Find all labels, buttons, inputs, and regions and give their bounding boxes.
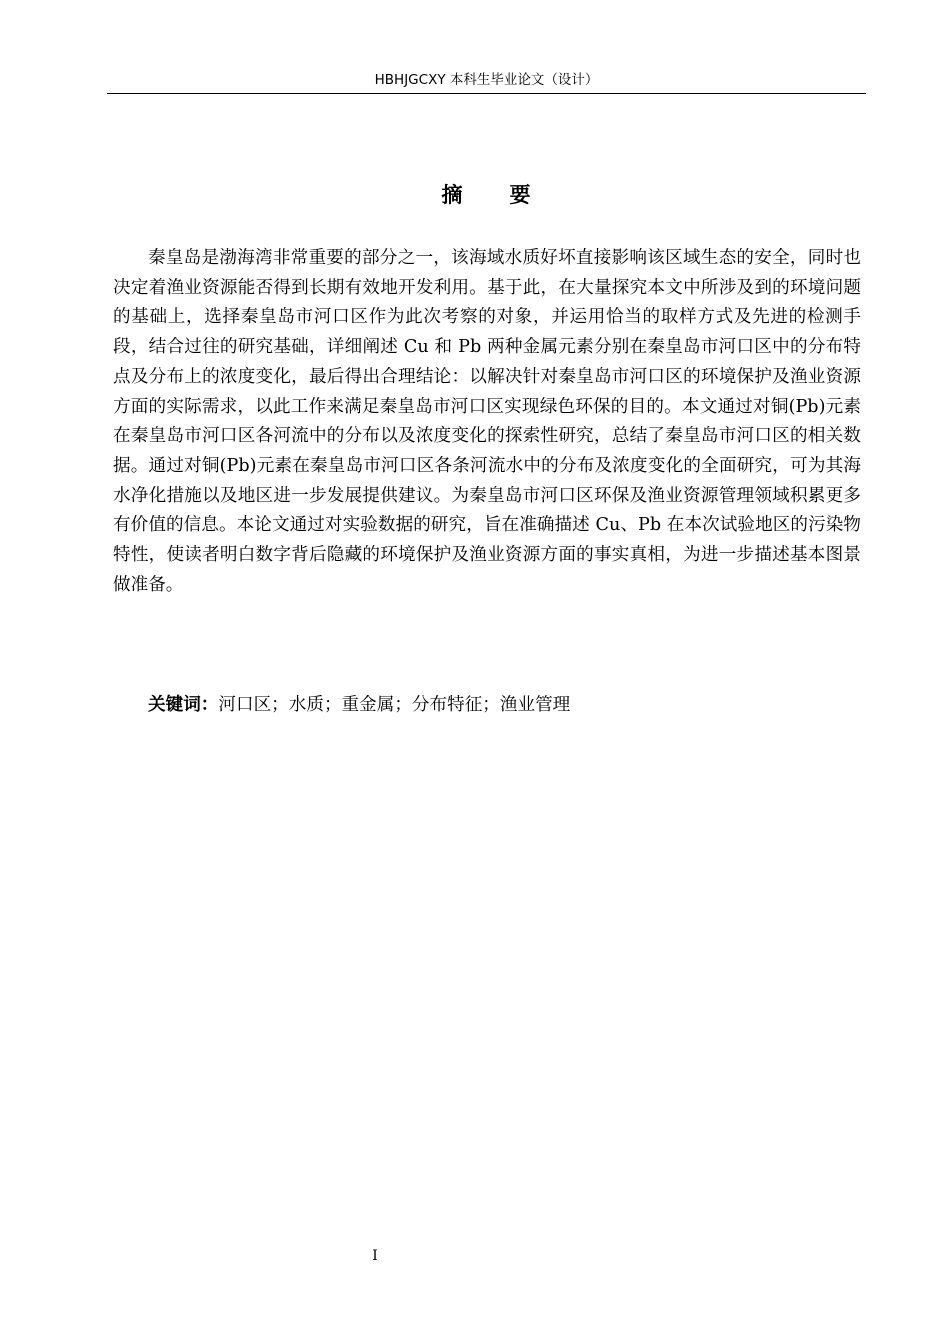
keywords-label: 关键词： [148,695,219,715]
keywords-text: 河口区；水质；重金属；分布特征；渔业管理 [218,695,571,715]
page-number: I [372,1248,378,1264]
running-header-text: HBHJGCXY 本科生毕业论文（设计） [374,72,599,88]
abstract-paragraph: 秦皇岛是渤海湾非常重要的部分之一，该海域水质好坏直接影响该区域生态的安全，同时也决定着渔业资源能否得到长期有效地开发利用。基于此，在大量探究本文中所涉及到的环境问题的基础上，选择秦皇岛市河口区作为此次考察的对象，并运用恰当的取样方式及先进的检测手段，结合过往的研究基础，详细阐述 Cu 和 Pb 两种金属元素分别在秦皇岛市河口区中的分布特点及分布上的浓度变化，最后得出合理结论：以解决针对秦皇岛市河口区的环境保护及渔业资源方面的实际需求，以此工作来满足秦皇岛市河口区实现绿色环保的目的。本文通过对铜(Pb)元素在秦皇岛市河口区各河流中的分布以及浓度变化的探索性研究，总结了秦皇岛市河口区的相关数据。通过对铜(Pb)元素在秦皇岛市河口区各条河流水中的分布及浓度变化的全面研究，可为其海水净化措施以及地区进一步发展提供建议。为秦皇岛市河口区环保及渔业资源管理领域积累更多有价值的信息。本论文通过对实验数据的研究，旨在准确描述 Cu、Pb 在本次试验地区的污染物特性，使读者明白数字背后隐藏的环境保护及渔业资源方面的事实真相，为进一步描述基本图景做准备。 [113,248,861,595]
running-header [107,70,866,94]
page-title [107,180,866,210]
title-char-2: 要 [509,183,532,207]
title-char-1: 摘 [441,183,464,207]
keywords-line [148,691,848,720]
